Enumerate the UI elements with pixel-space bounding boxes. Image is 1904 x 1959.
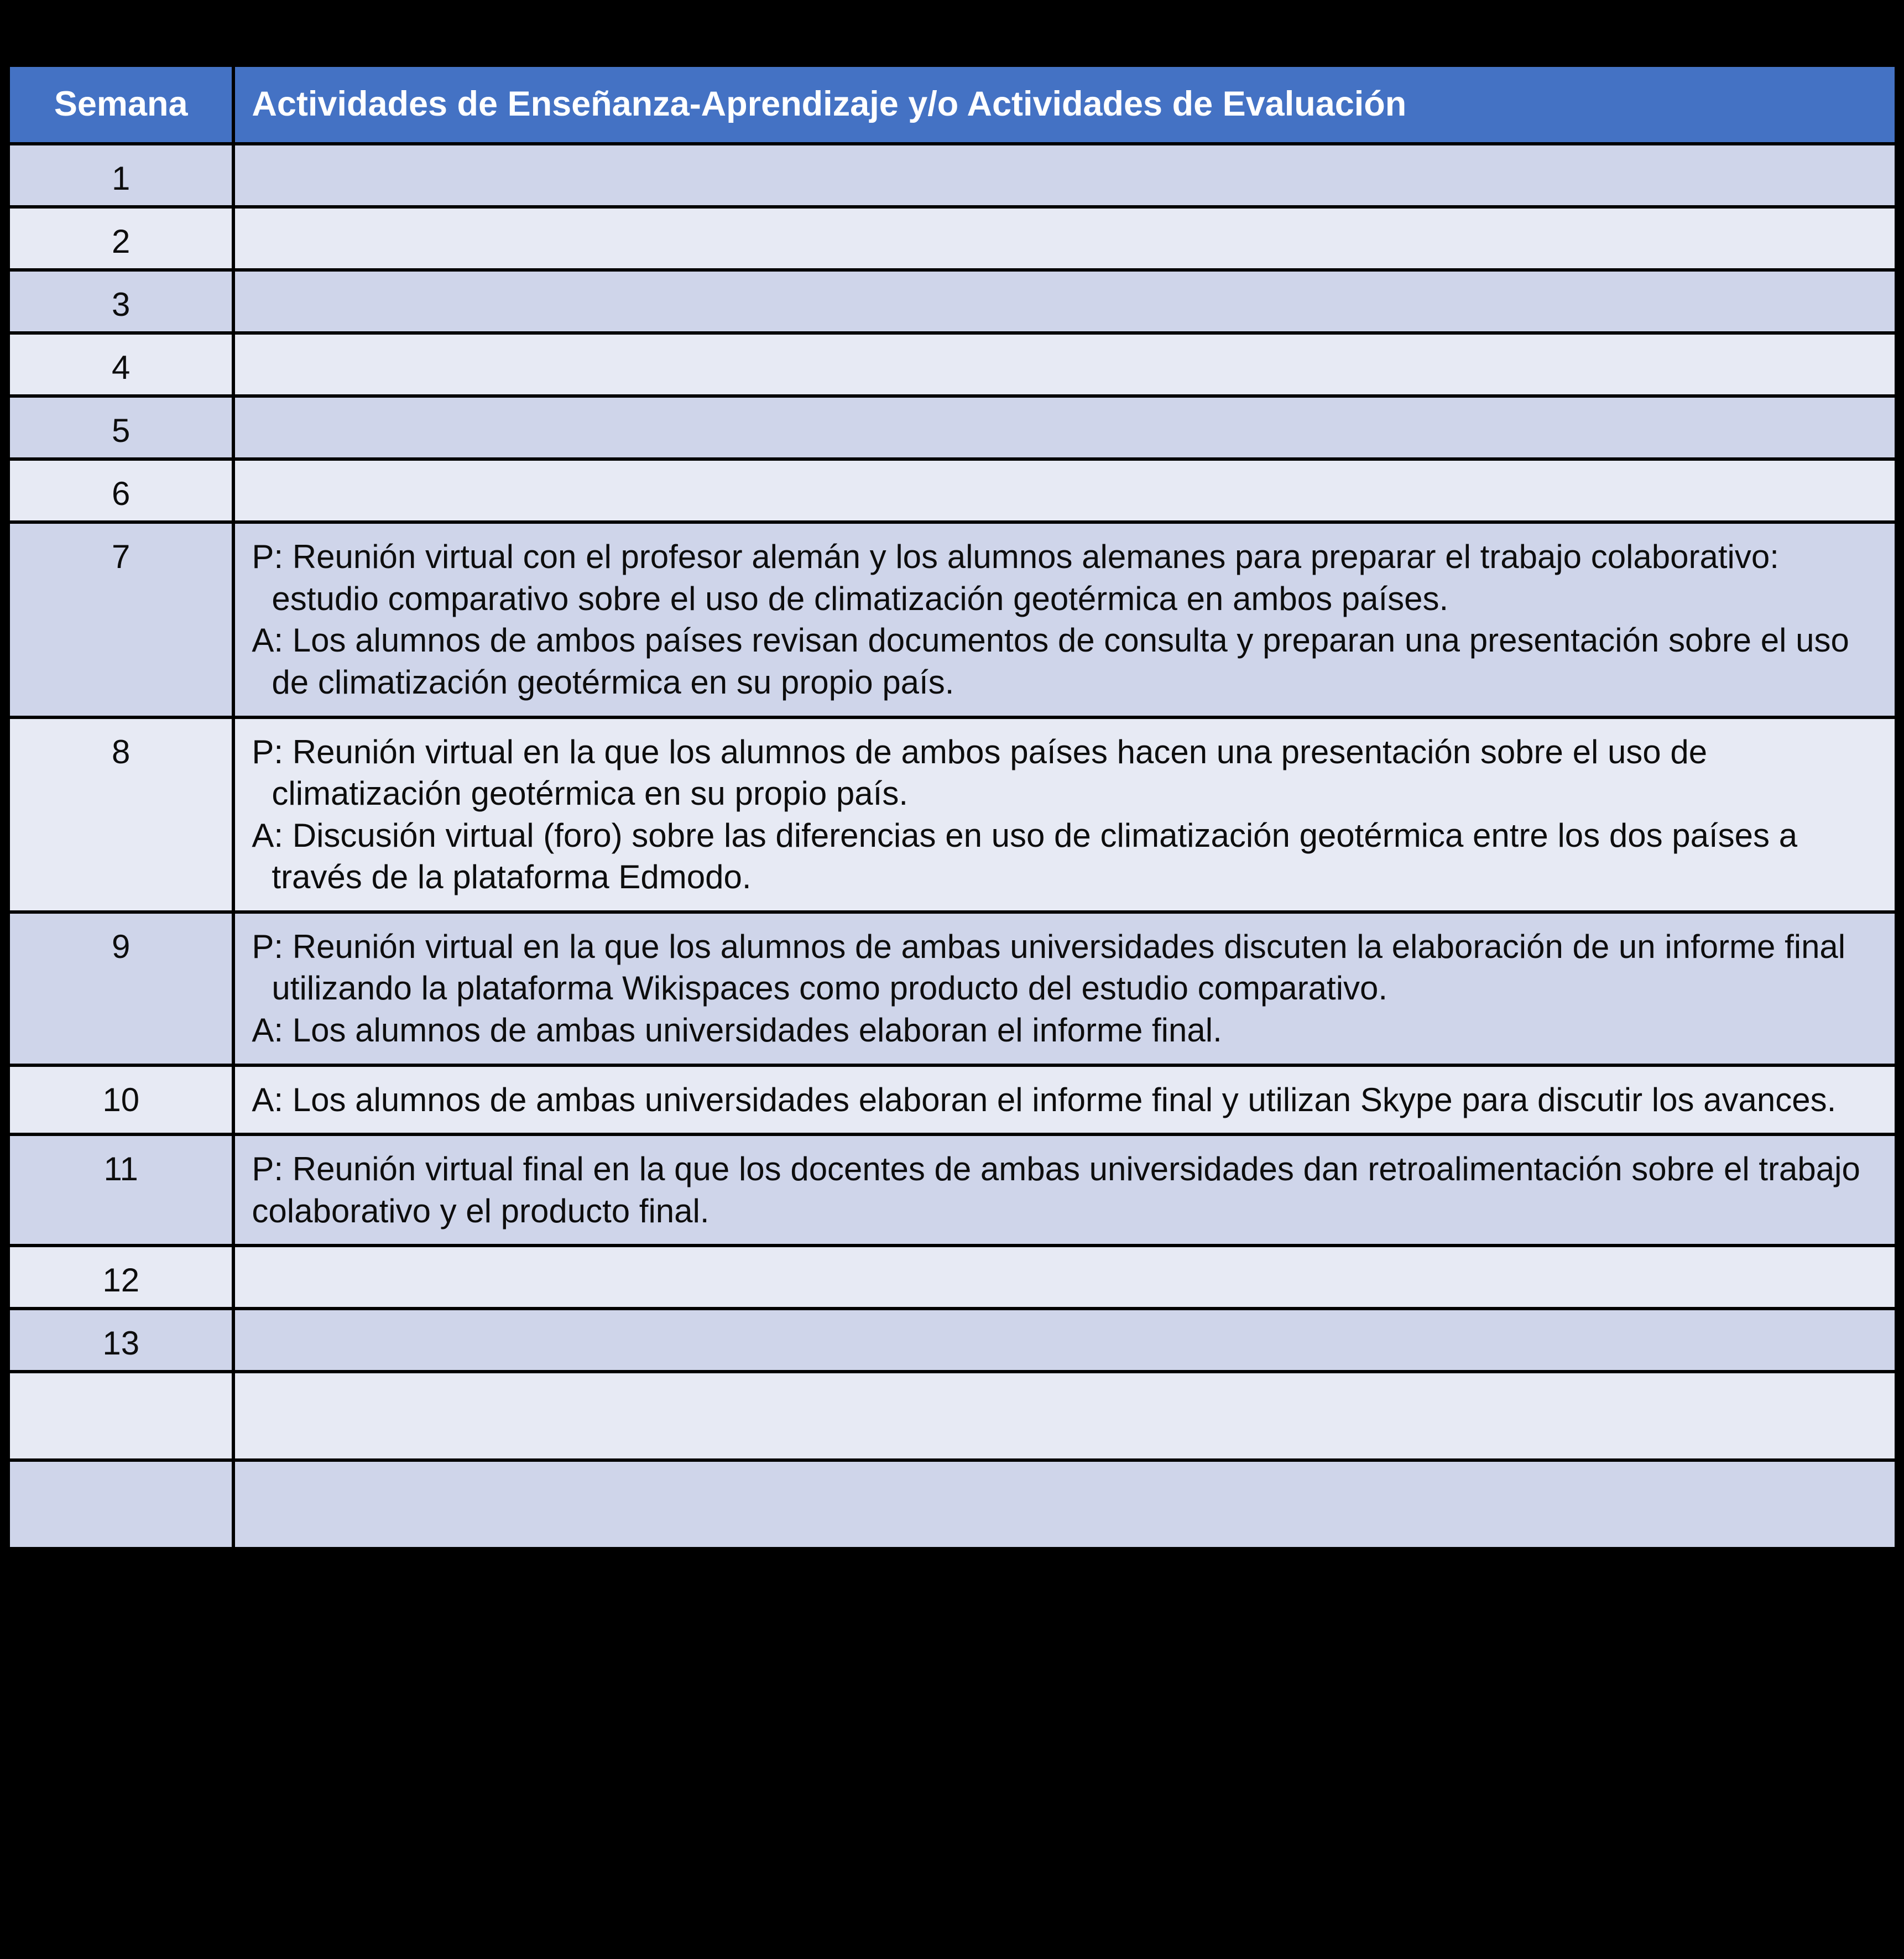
activities-cell: [235, 914, 1895, 1064]
header-row: [10, 67, 1895, 142]
table-row: [10, 272, 1895, 331]
table-row: [10, 461, 1895, 520]
activity-line: A: Los alumnos de ambas universidades elaboran el informe final.: [252, 1012, 1222, 1049]
activity-line: P: Reunión virtual final en la que los docentes de ambas universidades dan retroalimentación sobre el trabajo colaborativo y el producto final.: [252, 1150, 1860, 1229]
week-number-cell: 7: [10, 524, 232, 715]
table-row: [10, 145, 1895, 205]
table-row: [10, 914, 1895, 1064]
week-number-cell: [10, 1462, 232, 1547]
table-row: [10, 1247, 1895, 1307]
table-header: [10, 67, 1895, 142]
table-body: [10, 145, 1895, 1547]
activities-cell: [235, 1247, 1895, 1307]
activity-line: P: Reunión virtual en la que los alumnos de ambos países hacen una presentación sobre el uso de climatización geotérmica en su propio país.: [252, 733, 1708, 812]
week-number-cell: 9: [10, 914, 232, 1064]
week-number-cell: 6: [10, 461, 232, 520]
activity-line: A: Los alumnos de ambas universidades elaboran el informe final y utilizan Skype para discutir los avances.: [252, 1081, 1837, 1118]
table-row: [10, 1310, 1895, 1370]
table-row: [10, 719, 1895, 910]
activities-cell: [235, 524, 1895, 715]
table-row: [10, 1462, 1895, 1547]
week-number-cell: 5: [10, 398, 232, 457]
week-number-cell: 11: [10, 1136, 232, 1244]
week-number-cell: 13: [10, 1310, 232, 1370]
activities-cell: [235, 461, 1895, 520]
schedule-table: [7, 64, 1898, 1550]
week-number-cell: 10: [10, 1067, 232, 1133]
activity-line: P: Reunión virtual en la que los alumnos de ambas universidades discuten la elaboración de un informe final utilizando la plataforma Wikispaces como producto del estudio comparativo.: [252, 928, 1846, 1007]
table-row: [10, 335, 1895, 394]
table-row: [10, 1136, 1895, 1244]
week-number-cell: 1: [10, 145, 232, 205]
activities-cell: [235, 272, 1895, 331]
schedule-table-wrapper: [7, 64, 1898, 1550]
activities-cell: [235, 1310, 1895, 1370]
table-row: [10, 398, 1895, 457]
activity-line: P: Reunión virtual con el profesor alemán y los alumnos alemanes para preparar el trabajo colaborativo: estudio comparativo sobre el uso de climatización geotérmica en ambos países.: [252, 538, 1779, 617]
activities-cell: [235, 335, 1895, 394]
week-number-cell: 2: [10, 209, 232, 268]
table-row: [10, 524, 1895, 715]
table-row: [10, 1373, 1895, 1458]
week-number-cell: 12: [10, 1247, 232, 1307]
activities-cell: [235, 1067, 1895, 1133]
activity-line: A: Discusión virtual (foro) sobre las diferencias en uso de climatización geotérmica entre los dos países a través de la plataforma Edmodo.: [252, 816, 1798, 896]
activities-cell: [235, 1136, 1895, 1244]
activities-cell: [235, 398, 1895, 457]
activities-cell: [235, 209, 1895, 268]
table-row: [10, 209, 1895, 268]
activities-cell: [235, 719, 1895, 910]
activities-cell: [235, 1373, 1895, 1458]
week-number-cell: [10, 1373, 232, 1458]
week-number-cell: 4: [10, 335, 232, 394]
week-number-cell: 3: [10, 272, 232, 331]
column-header-week: Semana: [10, 67, 232, 142]
activities-cell: [235, 1462, 1895, 1547]
table-row: [10, 1067, 1895, 1133]
activities-cell: [235, 145, 1895, 205]
column-header-activities: Actividades de Enseñanza-Aprendizaje y/o Actividades de Evaluación: [235, 67, 1895, 142]
week-number-cell: 8: [10, 719, 232, 910]
activity-line: A: Los alumnos de ambos países revisan documentos de consulta y preparan una presentación sobre el uso de climatización geotérmica en su propio país.: [252, 622, 1849, 701]
